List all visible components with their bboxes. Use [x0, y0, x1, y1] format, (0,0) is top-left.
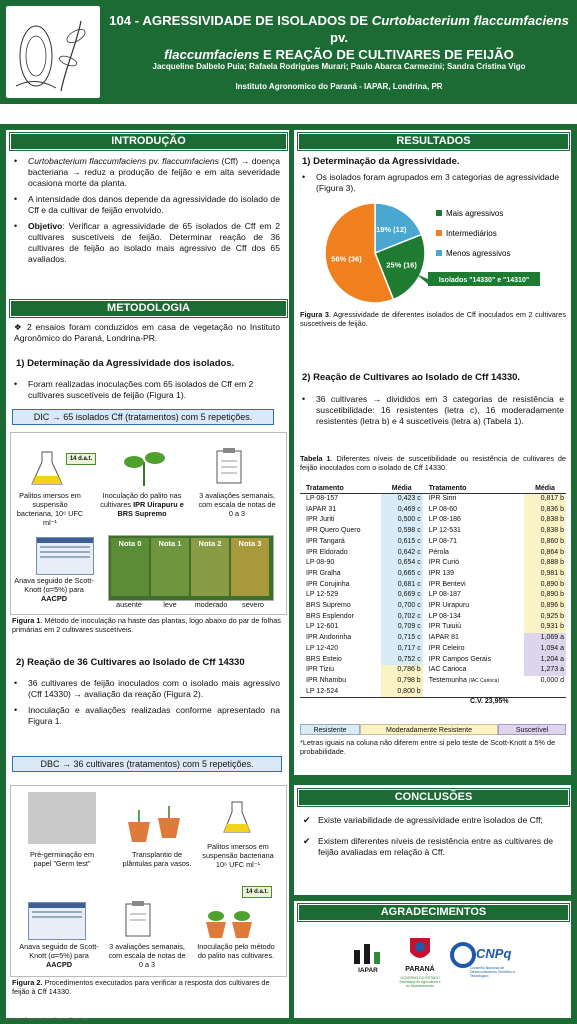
- cell-media: 0,890 b: [524, 590, 566, 601]
- cell-tratamento: IAPAR 31: [306, 505, 337, 513]
- cell-tratamento: IPR Tangará: [306, 537, 345, 545]
- table-row: [300, 537, 566, 548]
- header-logo: [6, 6, 100, 98]
- cell-tratamento: BRS Esplendor: [306, 612, 354, 620]
- table-row: [300, 676, 566, 687]
- cell-tratamento: Pérola: [428, 548, 449, 556]
- intro-bullet-1: • Curtobacterium flaccumfaciens pv. flaccumfaciens (Cff) → doença bacteriana → reduz a produção de feijão e em alta severidade ocasiona morte da planta.: [14, 156, 280, 188]
- legend-resistente: Resistente: [300, 724, 360, 735]
- fig2-eval-label: 3 avaliações semanais, com escala de notas de 0 a 3: [108, 942, 186, 969]
- institution: Instituto Agronomico do Paraná - IAPAR, Londrina, PR: [235, 82, 443, 91]
- table-row: [300, 633, 566, 644]
- iapar-logo-icon: [352, 940, 382, 966]
- cell-tratamento: Testemunha (IAC Carioca): [428, 676, 500, 684]
- table-row: [300, 505, 566, 516]
- cell-tratamento: LP 08-134: [428, 612, 461, 620]
- cell-media: 0,786 b: [381, 665, 423, 676]
- cell-media: 0,925 b: [524, 612, 566, 623]
- cell-media: 0,665 c: [381, 569, 423, 580]
- cell-media: [524, 687, 566, 698]
- cell-media: 0,700 c: [381, 601, 423, 612]
- table-row: [300, 548, 566, 559]
- fig2-transp-label: Transplantio de plântulas para vasos.: [122, 850, 192, 868]
- legend-swatch: [436, 250, 442, 256]
- software-screenshot-icon-2: [28, 902, 86, 940]
- cell-tratamento: IPR Tuiuiú: [428, 623, 461, 631]
- authors: Jacqueline Dalbelo Puia; Rafaela Rodrigues Murari; Paulo Abarca Carmezini; Sandra Cristina Vigo: [152, 62, 526, 71]
- cell-tratamento: IPR Andorinha: [306, 634, 352, 642]
- legend-label: Menos agressivos: [446, 249, 511, 258]
- cell-media: 0,981 b: [524, 569, 566, 580]
- fig2-inoc-label: Inoculação pelo método do palito nas cultivares.: [197, 942, 275, 960]
- cell-media: 0,669 c: [381, 590, 423, 601]
- results-heading: RESULTADOS: [298, 133, 569, 150]
- cell-media: 0,860 b: [524, 537, 566, 548]
- table-row: [300, 515, 566, 526]
- cell-tratamento: LP 08-157: [306, 495, 339, 502]
- cell-tratamento: LP 08-71: [428, 537, 457, 545]
- pie-slice-label: 19% (12): [376, 225, 407, 235]
- cell-tratamento: LP 12-531: [428, 527, 461, 535]
- metodologia-heading: METODOLOGIA: [10, 300, 287, 317]
- results-s1-title: 1) Determinação da Agressividade.: [302, 156, 460, 167]
- cell-tratamento: IPR 139: [428, 569, 454, 577]
- cell-tratamento: LP 08-90: [306, 559, 335, 567]
- metodologia-s1-title: 1) Determinação da Agressividade dos isolados.: [16, 358, 235, 369]
- cell-media: 0,752 c: [381, 655, 423, 666]
- results-table: [300, 484, 566, 697]
- fig1-eval-label: 3 avaliações semanais, com escala de notas de 0 a 3: [198, 491, 276, 518]
- legend-label: Mais agressivos: [446, 209, 504, 218]
- cell-tratamento: IPR Uirapuru: [428, 602, 470, 610]
- fig1-caption: Figura 1. Método de inoculação na haste das plantas, logo abaixo do par de folhas primárias em 2 cultivares suscetíveis.: [12, 616, 281, 634]
- cell-media: 0,717 c: [381, 644, 423, 655]
- cell-media: 1,094 a: [524, 644, 566, 655]
- footer-credit: Infoblos – Organização de Eventos Científicos: [6, 1016, 89, 1021]
- cell-media: 0,838 b: [524, 515, 566, 526]
- cell-media: 0,838 b: [524, 526, 566, 537]
- flask-icon-2: [222, 800, 252, 836]
- table-caption: Tabela 1. Diferentes níveis de suscetibilidade ou resistência de cultivares de feijão inoculados com o isolado de Cff 14330.: [300, 454, 566, 472]
- nota-photos: [108, 535, 274, 601]
- cnpq-label: CNPq: [476, 946, 512, 961]
- cell-tratamento: LP 12-524: [306, 687, 339, 695]
- legend-swatch: [436, 230, 442, 236]
- inoculated-pots-icon: [202, 906, 258, 940]
- cell-media: 0,798 b: [381, 676, 423, 687]
- cell-media: 0,896 b: [524, 601, 566, 612]
- nota-2-desc: moderado: [194, 600, 228, 609]
- cell-tratamento: BRS Supremo: [306, 602, 351, 610]
- parana-label: PARANÁ: [405, 966, 435, 973]
- cell-tratamento: IPR Corujinha: [306, 580, 350, 588]
- fig3-caption: Figura 3. Agressividade de diferentes isolados de Cff inoculados em 2 cultivares suscetíveis de feijão.: [300, 310, 566, 328]
- th-media-1: Média: [391, 485, 412, 492]
- results-s1-bullet: • Os isolados foram agrupados em 3 categorias de agressividade (Figura 3).: [302, 172, 560, 193]
- fig1-dat-badge: 14 d.a.t.: [66, 453, 96, 465]
- intro-bullet-3: • Objetivo: Verificar a agressividade de 65 isolados de Cff em 2 cultivares suscetíveis de feijão. Determinar reação de 36 cultivares de feijão ao isolado mais agressivo de Cff dos 65 avaliados.: [14, 221, 280, 264]
- table-row: [300, 569, 566, 580]
- poster-title: 104 - AGRESSIVIDADE DE ISOLADOS DE Curtobacterium flaccumfaciens pv. flaccumfaciens E REAÇÃO DE CULTIVARES DE FEIJÃO: [109, 13, 569, 62]
- table-row: [300, 580, 566, 591]
- germ-test-photo: [28, 792, 96, 844]
- table-row: [300, 494, 566, 505]
- callout-text: Isolados "14330" e "14310": [438, 277, 530, 284]
- cell-tratamento: IPR Tiziu: [306, 666, 335, 674]
- iapar-label: IAPAR: [358, 967, 378, 974]
- cell-media: 0,709 c: [381, 622, 423, 633]
- fig2-germ-label: Pré-germinação em papel "Germ test": [29, 850, 95, 868]
- cell-tratamento: LP 12-420: [306, 644, 339, 652]
- intro-heading: INTRODUÇÃO: [10, 133, 287, 150]
- intro-bullet-2: • A intensidade dos danos depende da agressividade do isolado de Cff e da cultivar de feijão envolvido.: [14, 194, 280, 215]
- cell-tratamento: [423, 687, 524, 698]
- cell-media: 0,888 b: [524, 558, 566, 569]
- fig1-flask-label: Palitos imersos em suspensão bacteriana, 10⁶ UFC ml⁻¹: [16, 491, 84, 527]
- nota-1-desc: leve: [163, 600, 177, 609]
- diamond-icon: ❖: [14, 322, 27, 332]
- clipboard-icon-2: [124, 900, 154, 938]
- cell-media: 0,642 c: [381, 548, 423, 559]
- cell-media: 0,654 c: [381, 558, 423, 569]
- th-media-2: Média: [535, 485, 555, 492]
- cell-tratamento: LP 12-529: [306, 591, 339, 599]
- nota-2-label: Nota 2: [198, 539, 222, 548]
- legend-label: Intermediários: [446, 229, 497, 238]
- fig1-anava-label: Anava seguido de Scott-Knott (α=5%) para AACPD: [14, 576, 94, 603]
- nota-3-desc: severo: [242, 600, 264, 609]
- table-legend: [300, 724, 566, 735]
- testemunha-note: (IAC Carioca): [468, 677, 500, 684]
- metodologia-s1-bullet: • Foram realizadas inoculações com 65 isolados de Cff em 2 cultivares suscetíveis de feijão (Figura 1).: [14, 379, 254, 400]
- th-tratamento-1: Tratamento: [306, 485, 344, 492]
- cell-tratamento: IPR Nhambu: [306, 676, 347, 684]
- nota-0-desc: ausente: [116, 600, 142, 609]
- conclusoes-list: ✔ Existe variabilidade de agressividade entre isolados de Cff; ✔ Existem diferentes níveis de resistência entre as cultivares de feijão avaliadas em relação à Cff.: [303, 815, 554, 857]
- legend-moderado: Moderadamente Resistente: [360, 724, 498, 735]
- table-bottom-rule: [300, 697, 566, 698]
- cell-media: 0,598 c: [381, 526, 423, 537]
- metodologia-s2-bullets: • 36 cultivares de feijão inoculados com o isolado mais agressivo (Cff 14330) → avaliação da reação (Figura 2). • Inoculação e avaliações realizadas conforme apresentado na Figura 1.: [14, 678, 280, 726]
- cell-media: 0,817 b: [524, 494, 566, 505]
- seedling-icon: [122, 448, 166, 488]
- metodologia-s2-title: 2) Reação de 36 Cultivares ao Isolado de Cff 14330: [16, 657, 245, 668]
- cell-media: 0,864 b: [524, 548, 566, 559]
- cell-media: 0,800 b: [381, 687, 423, 698]
- software-screenshot-icon: [36, 537, 94, 575]
- results-s2-bullet: • 36 cultivares → divididos em 3 categorias de resistência e suscetibilidade: 16 resistentes (letra c), 16 moderadamente resistentes (letra b) e 4 suscetíveis (letra a) (Tabela 1).: [302, 394, 564, 426]
- nota-0-label: Nota 0: [118, 539, 142, 548]
- cell-media: 0,931 b: [524, 622, 566, 633]
- results-s2-title: 2) Reação de Cultivares ao Isolado de Cff 14330.: [302, 372, 521, 383]
- cell-tratamento: LP 08-60: [428, 505, 457, 513]
- conclusoes-heading: CONCLUSÕES: [298, 789, 569, 806]
- cell-media: 1,273 a: [524, 665, 566, 676]
- cell-tratamento: IPR Eldorado: [306, 548, 348, 556]
- fig2-flask-label: Palitos imersos em suspensão bacteriana 10⁶ UFC ml⁻¹: [202, 842, 274, 869]
- cell-media: 0,890 b: [524, 580, 566, 591]
- table-row: [300, 590, 566, 601]
- legend-swatch: [436, 210, 442, 216]
- fig2-caption: Figura 2. Procedimentos executados para verificar a resposta dos cultivares de feijão à Cff 14330.: [12, 978, 270, 996]
- cell-tratamento: IPR Juriti: [306, 516, 335, 524]
- cell-tratamento: IPR Siriri: [428, 495, 457, 502]
- cell-media: 0,469 c: [381, 505, 423, 516]
- cell-media: 0,423 c: [381, 494, 423, 505]
- pie-slice-label: 56% (36): [331, 254, 362, 264]
- nota-3-label: Nota 3: [238, 539, 262, 548]
- cell-tratamento: IAC Carioca: [428, 666, 467, 674]
- cell-media: 0,615 c: [381, 537, 423, 548]
- check-icon: ✔: [303, 836, 311, 846]
- cell-tratamento: IAPAR 81: [428, 634, 459, 642]
- table-row: [300, 687, 566, 698]
- fig1-inoc-label: Inoculação do palito nas cultivares IPR Uirapuru e BRS Supremo: [100, 491, 184, 518]
- agradecimentos-heading: AGRADECIMENTOS: [298, 904, 569, 921]
- pots-icon: [124, 804, 184, 844]
- flask-icon: [30, 450, 64, 488]
- table-row: [300, 601, 566, 612]
- cnpq-sub: Conselho Nacional de Desenvolvimento Científico e Tecnológico: [470, 966, 516, 978]
- cell-media: 1,204 a: [524, 655, 566, 666]
- cell-media: 0,681 c: [381, 580, 423, 591]
- cv-value: C.V. 23,95%: [470, 698, 509, 705]
- cell-tratamento: LP 08-186: [428, 516, 461, 524]
- table-row: [300, 612, 566, 623]
- cell-media: 0,500 c: [381, 515, 423, 526]
- th-tratamento-2: Tratamento: [428, 485, 467, 492]
- cell-tratamento: IPR Bentevi: [428, 580, 466, 588]
- check-icon: ✔: [303, 815, 311, 825]
- table-row: [300, 622, 566, 633]
- table-row: [300, 665, 566, 676]
- cell-media: 1,069 a: [524, 633, 566, 644]
- table-footnote: *Letras iguais na coluna não diferem entre si pelo teste de Scott-Knott a 5% de probabilidade.: [300, 738, 556, 756]
- cell-media: 0,836 b: [524, 505, 566, 516]
- cnpq-logo-icon: [450, 942, 476, 968]
- parana-coat-of-arms-icon: [406, 934, 434, 964]
- cell-media: 0,702 c: [381, 612, 423, 623]
- table-row: [300, 558, 566, 569]
- pie-slice-label: 25% (16): [386, 260, 417, 270]
- metodologia-intro: ❖ 2 ensaios foram conduzidos em casa de vegetação no Instituto Agronômico do Paraná, Londrina-PR.: [14, 322, 281, 343]
- cell-tratamento: IPR Gralha: [306, 569, 341, 577]
- dbc-design-box: DBC → 36 cultivares (tratamentos) com 5 repetições.: [12, 756, 282, 772]
- fig2-anava-label: Anava seguido de Scott-Knott (α=5%) para AACPD: [19, 942, 99, 969]
- cell-tratamento: BRS Esteio: [306, 655, 342, 663]
- cell-media: 0,715 c: [381, 633, 423, 644]
- nota-1-label: Nota 1: [158, 539, 182, 548]
- cell-tratamento: LP 08-187: [428, 591, 461, 599]
- clipboard-icon: [215, 447, 243, 485]
- cell-tratamento: IPR Quero Quero: [306, 527, 361, 535]
- legend-suscetivel: Suscetível: [498, 724, 566, 735]
- pie-chart: [300, 198, 570, 308]
- fig2-dat-badge: 14 d.a.t.: [242, 886, 272, 898]
- cell-media: 0,000 d: [540, 676, 564, 684]
- cell-tratamento: IPR Campos Gerais: [428, 655, 491, 663]
- dic-design-box: DIC → 65 isolados Cff (tratamentos) com 5 repetições.: [12, 409, 274, 425]
- bean-plant-illustration-icon: [6, 6, 100, 98]
- cell-tratamento: IPR Celeiro: [428, 644, 465, 652]
- cell-tratamento: IPR Curió: [428, 559, 460, 567]
- table-row: [300, 644, 566, 655]
- table-row: [300, 526, 566, 537]
- parana-sub: GOVERNO DO ESTADO Secretaria da Agricultura e do Abastecimento: [399, 976, 441, 988]
- intro-bullets: [10, 156, 280, 265]
- table-row: [300, 655, 566, 666]
- cell-tratamento: LP 12-601: [306, 623, 339, 631]
